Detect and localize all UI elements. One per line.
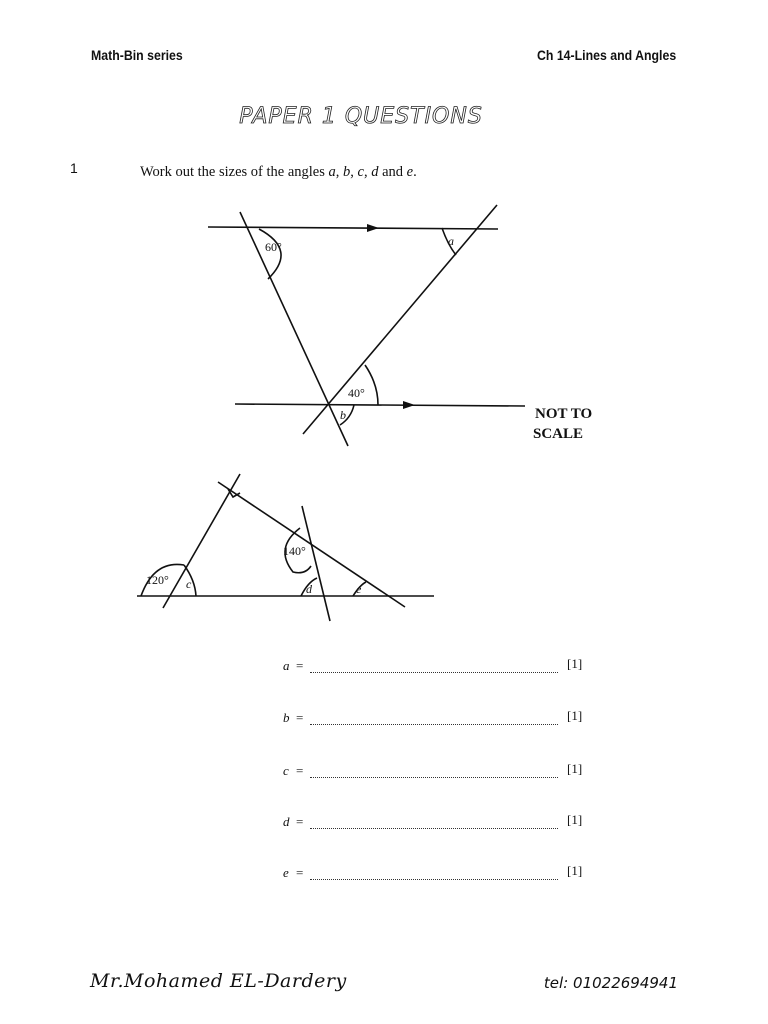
arc-40	[365, 365, 378, 405]
answer-field-b[interactable]	[310, 724, 558, 725]
line-vertical	[302, 506, 330, 621]
transversal-left	[240, 212, 348, 446]
angle-label-d: d	[306, 582, 312, 596]
angle-label-60: 60°	[265, 240, 282, 254]
page-title: PAPER 1 QUESTIONS	[239, 104, 483, 129]
transversal-right	[303, 205, 497, 434]
author-name: Mr.Mohamed EL-Dardery	[90, 970, 347, 992]
angle-label-140: 140°	[283, 544, 306, 558]
angle-label-e: e	[356, 582, 362, 596]
angle-label-40: 40°	[348, 386, 365, 400]
not-to-scale-line2: SCALE	[533, 426, 584, 442]
header-chapter: Ch 14-Lines and Angles	[536, 47, 676, 63]
answer-row-a: a = [1]	[283, 656, 583, 673]
angle-label-c: c	[186, 577, 192, 591]
not-to-scale-line1: NOT TO	[535, 406, 593, 422]
answer-row-b: b = [1]	[283, 708, 583, 725]
question-number: 1	[70, 160, 78, 176]
angle-label-a: a	[448, 234, 454, 248]
answer-row-d: d = [1]	[283, 812, 583, 829]
answer-row-e: e = [1]	[283, 863, 583, 880]
answer-field-c[interactable]	[310, 777, 558, 778]
arc-60	[259, 229, 281, 279]
answer-field-e[interactable]	[310, 879, 558, 880]
arrow-top	[367, 224, 379, 232]
question-text: Work out the sizes of the angles a, b, c, d and e.	[140, 164, 417, 180]
parallel-line-top	[208, 227, 498, 229]
angle-label-120: 120°	[146, 573, 169, 587]
angle-label-b: b	[340, 408, 346, 422]
answer-field-a[interactable]	[310, 672, 558, 673]
answer-field-d[interactable]	[310, 828, 558, 829]
answer-row-c: c = [1]	[283, 761, 583, 778]
header-series: Math-Bin series	[91, 47, 183, 63]
arrow-bottom	[403, 401, 415, 409]
parallel-line-bottom	[235, 404, 525, 406]
line-left	[163, 474, 240, 608]
author-telephone: tel: 01022694941	[543, 974, 678, 992]
